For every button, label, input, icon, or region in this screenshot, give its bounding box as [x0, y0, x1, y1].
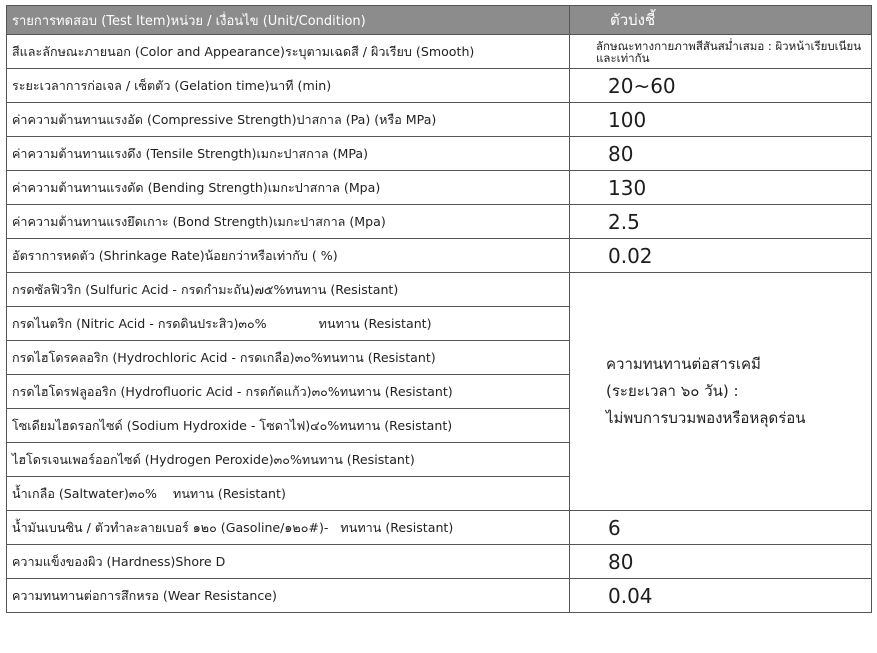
chemical-note-line1: ความทนทานต่อสารเคมี — [606, 355, 761, 373]
row-item: สีและลักษณะภายนอก (Color and Appearance)ระบุตามเฉดสี / ผิวเรียบ (Smooth) — [7, 35, 570, 69]
table-row — [7, 511, 872, 545]
row-value: 80 — [570, 137, 872, 171]
spec-table — [6, 5, 872, 613]
chemical-item: น้ำเกลือ (Saltwater)๓๐% ทนทาน (Resistant) — [7, 477, 570, 511]
row-item: ความแข็งของผิว (Hardness)Shore D — [7, 545, 570, 579]
chemical-note-line2: (ระยะเวลา ๖๐ วัน) : — [606, 382, 739, 400]
chemical-note-line3: ไม่พบการบวมพองหรือหลุดร่อน — [606, 409, 806, 427]
table-row — [7, 239, 872, 273]
row-value: ลักษณะทางกายภาพสีสันสม่ำเสมอ : ผิวหน้าเรียบเนียนและเท่ากัน — [570, 35, 872, 69]
row-item: ความทนทานต่อการสึกหรอ (Wear Resistance) — [7, 579, 570, 613]
header-row — [7, 6, 872, 35]
row-item: น้ำมันเบนซิน / ตัวทำละลายเบอร์ ๑๒๐ (Gasoline/๑๒๐#)- ทนทาน (Resistant) — [7, 511, 570, 545]
chemical-item: กรดไฮโดรคลอริก (Hydrochloric Acid - กรดเกลือ)๓๐%ทนทาน (Resistant) — [7, 341, 570, 375]
chemical-item: กรดไนตริก (Nitric Acid - กรดดินประสิว)๓๐% ทนทาน (Resistant) — [7, 307, 570, 341]
chemical-item: กรดซัลฟิวริก (Sulfuric Acid - กรดกำมะถัน)๗๕%ทนทาน (Resistant) — [7, 273, 570, 307]
row-value: 80 — [570, 545, 872, 579]
row-value: 0.04 — [570, 579, 872, 613]
row-value: 2.5 — [570, 205, 872, 239]
chemical-item: ไฮโดรเจนเพอร์ออกไซด์ (Hydrogen Peroxide)๓๐%ทนทาน (Resistant) — [7, 443, 570, 477]
table-row — [7, 579, 872, 613]
row-value: 20~60 — [570, 69, 872, 103]
table-row — [7, 137, 872, 171]
row-item: ค่าความต้านทานแรงดัด (Bending Strength)เมกะปาสกาล (Mpa) — [7, 171, 570, 205]
row-item: ค่าความต้านทานแรงดึง (Tensile Strength)เมกะปาสกาล (MPa) — [7, 137, 570, 171]
row-item: ระยะเวลาการก่อเจล / เซ็ตตัว (Gelation time)นาที (min) — [7, 69, 570, 103]
row-value: 100 — [570, 103, 872, 137]
chemical-note — [570, 273, 872, 511]
row-value: 0.02 — [570, 239, 872, 273]
chemical-item: กรดไฮโดรฟลูออริก (Hydrofluoric Acid - กรดกัดแก้ว)๓๐%ทนทาน (Resistant) — [7, 375, 570, 409]
table-row — [7, 35, 872, 69]
row-value: 130 — [570, 171, 872, 205]
table-row — [7, 545, 872, 579]
header-value: ตัวบ่งชี้ — [570, 6, 872, 35]
row-value: 6 — [570, 511, 872, 545]
row-item: อัตราการหดตัว (Shrinkage Rate)น้อยกว่าหรือเท่ากับ ( %) — [7, 239, 570, 273]
row-item: ค่าความต้านทานแรงอัด (Compressive Strength)ปาสกาล (Pa) (หรือ MPa) — [7, 103, 570, 137]
table-row — [7, 69, 872, 103]
table-row — [7, 205, 872, 239]
chemical-item: โซเดียมไฮดรอกไซด์ (Sodium Hydroxide - โซดาไฟ)๔๐%ทนทาน (Resistant) — [7, 409, 570, 443]
chemical-row — [7, 273, 872, 307]
header-item: รายการทดสอบ (Test Item)หน่วย / เงื่อนไข (Unit/Condition) — [7, 6, 570, 35]
table-row — [7, 103, 872, 137]
row-item: ค่าความต้านทานแรงยึดเกาะ (Bond Strength)เมกะปาสกาล (Mpa) — [7, 205, 570, 239]
table-row — [7, 171, 872, 205]
